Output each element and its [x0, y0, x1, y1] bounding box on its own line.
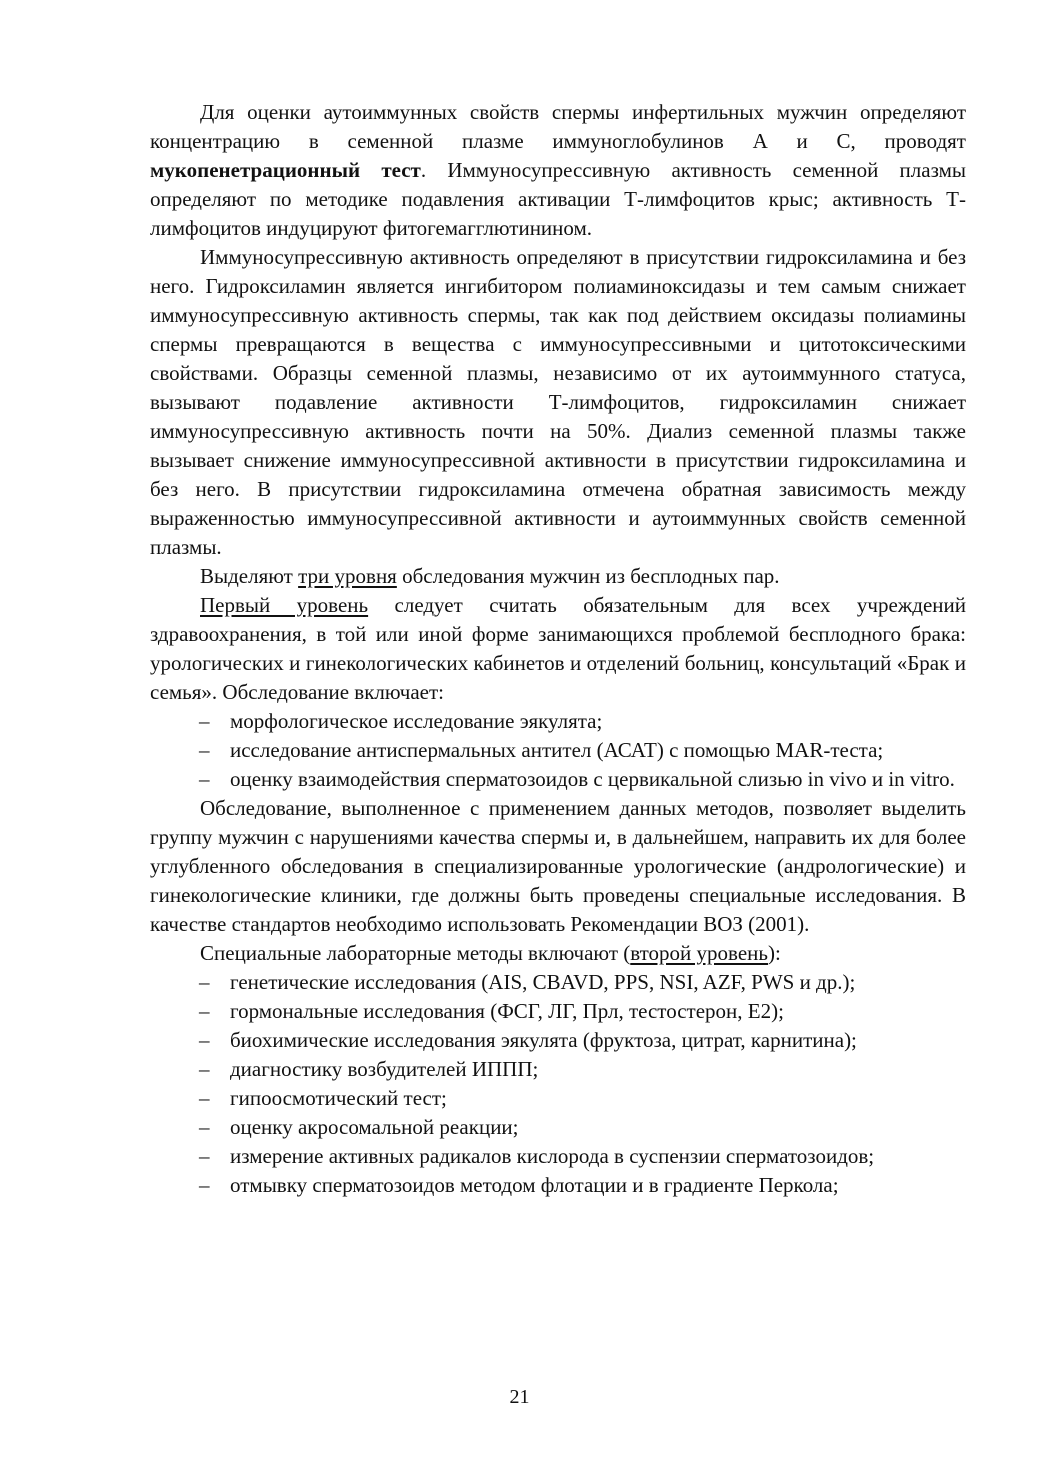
document-page	[150, 98, 966, 1200]
paragraph-first-level	[150, 591, 966, 707]
first-level-methods-list	[150, 707, 966, 794]
paragraph-immunosuppressive-activity: Иммуносупрессивную активность определяют в присутствии гидроксиламина и без него. Гидроксиламин является ингибитором полиаминоксидазы и тем самым снижает иммуносупрессивную активность спермы, так как под действием оксидазы полиамины спермы превращаются в вещества с иммуносупрессивными и цитотоксическими свойствами. Образцы семенной плазмы, независимо от их аутоиммунного статуса, вызывают подавление активности Т-лимфоцитов, гидроксиламин снижает иммуносупрессивную активность почти на 50%. Диализ семенной плазмы также вызывает снижение иммуносупрессивной активности в присутствии гидроксиламина и без него. В присутствии гидроксиламина отмечена обратная зависимость между выраженностью иммуносупрессивной активности и аутоиммунных свойств семенной плазмы.	[150, 245, 966, 559]
page-number: 21	[509, 1386, 530, 1408]
paragraph-text: обследования мужчин из бесплодных пар.	[396, 564, 780, 588]
list-item: – морфологическое исследование эякулята;	[230, 707, 966, 736]
underlined-term-second-level: второй уровень	[630, 941, 768, 965]
list-item: – измерение активных радикалов кислорода в суспензии сперматозоидов;	[230, 1142, 966, 1171]
paragraph-second-level	[150, 939, 966, 968]
paragraph-text: Для оценки аутоиммунных свойств спермы инфертильных мужчин определяют концентрацию в семенной плазме иммуноглобулинов А и С, проводят	[150, 100, 966, 153]
paragraph-three-levels	[150, 562, 966, 591]
paragraph-autoimmune-assessment	[150, 98, 966, 243]
list-item: – генетические исследования (AIS, CBAVD, PPS, NSI, AZF, PWS и др.);	[230, 968, 966, 997]
bold-term-mucopenetration-test: мукопенетрационный тест	[150, 158, 421, 182]
paragraph-text: Специальные лабораторные методы включают (	[200, 941, 631, 965]
list-item: – гормональные исследования (ФСГ, ЛГ, Прл, тестостерон, Е2);	[230, 997, 966, 1026]
underlined-term-three-levels: три уровня	[298, 564, 397, 588]
paragraph-text: следует считать обязательным для всех учреждений здравоохранения, в той или иной форме занимающихся проблемой бесплодного брака: урологических и гинекологических кабинетов и отделений больниц, консультаций «Брак и семья». Обследование включает:	[150, 593, 966, 704]
list-item: – гипоосмотический тест;	[230, 1084, 966, 1113]
paragraph-text: ):	[767, 941, 781, 965]
paragraph-text: Выделяют	[200, 564, 299, 588]
list-item: – оценку взаимодействия сперматозоидов с цервикальной слизью in vivo и in vitro.	[230, 765, 966, 794]
paragraph-examination-results: Обследование, выполненное с применением данных методов, позволяет выделить группу мужчин с нарушениями качества спермы и, в дальнейшем, направить их для более углубленного обследования в специализированные урологические (андрологические) и гинекологические клиники, где должны быть проведены специальные исследования. В качестве стандартов необходимо использовать Рекомендации ВОЗ (2001).	[150, 796, 966, 936]
list-item: – исследование антиспермальных антител (АСАТ) с помощью MAR-теста;	[230, 736, 966, 765]
list-item: – оценку акросомальной реакции;	[230, 1113, 966, 1142]
list-item: – диагностику возбудителей ИППП;	[230, 1055, 966, 1084]
list-item: – биохимические исследования эякулята (фруктоза, цитрат, карнитина);	[230, 1026, 966, 1055]
paragraph-text: . Иммуносупрессивную активность семенной плазмы определяют по методике подавления активации Т-лимфоцитов крыс; активность Т-лимфоцитов индуцируют фитогемагглютинином.	[150, 158, 966, 240]
underlined-term-first-level: Первый уровень	[200, 593, 369, 617]
second-level-methods-list	[150, 968, 966, 1200]
list-item: – отмывку сперматозоидов методом флотации и в градиенте Перкола;	[230, 1171, 966, 1200]
